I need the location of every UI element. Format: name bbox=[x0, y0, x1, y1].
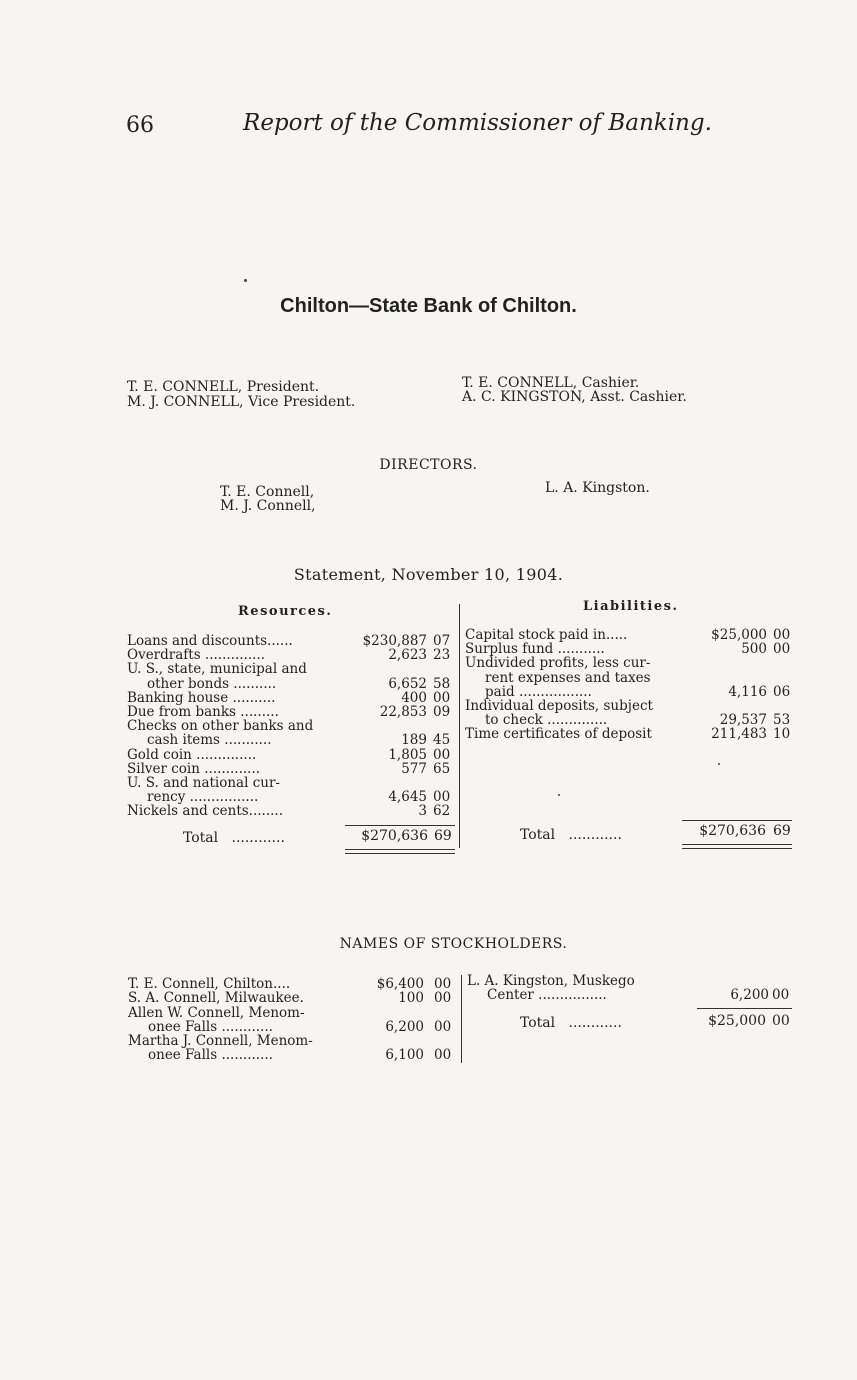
ledger-row bbox=[127, 705, 457, 719]
ledger-cents: 45 bbox=[433, 733, 451, 748]
stockholders-sum-rule bbox=[697, 1008, 792, 1009]
ledger-label: Due from banks ......... bbox=[127, 704, 279, 720]
ledger-cents: 10 bbox=[773, 727, 791, 742]
ledger-label: Time certificates of deposit bbox=[465, 727, 652, 742]
ledger-label: rent expenses and taxes bbox=[485, 670, 651, 685]
ledger-label: to check .............. bbox=[485, 713, 608, 728]
ledger-row bbox=[127, 790, 457, 804]
liabilities-total-dollars: $270,636 bbox=[699, 823, 766, 839]
ledger-row bbox=[127, 648, 457, 662]
ledger-cents: 09 bbox=[433, 704, 451, 720]
ledger-cents: 00 bbox=[433, 747, 451, 762]
ledger-label: Banking house .......... bbox=[127, 690, 276, 705]
ledger-label: U. S., state, municipal and bbox=[127, 662, 307, 677]
ledger-label: Martha J. Connell, Menom- bbox=[128, 1034, 313, 1049]
stockholders-right-table bbox=[467, 974, 797, 1003]
ledger-row bbox=[127, 776, 457, 790]
ledger-label: cash items ........... bbox=[147, 733, 272, 748]
total-label: Total bbox=[183, 830, 219, 846]
director-name: M. J. Connell, bbox=[220, 498, 316, 514]
ledger-dollars: 100 bbox=[398, 991, 424, 1006]
total-label: Total bbox=[520, 827, 556, 843]
ledger-label: Capital stock paid in..... bbox=[465, 628, 628, 643]
page-number: 66 bbox=[126, 113, 154, 138]
ledger-label: Individual deposits, subject bbox=[465, 698, 653, 714]
total-dots: ............ bbox=[568, 1015, 622, 1031]
column-divider bbox=[459, 604, 460, 848]
ledger-row bbox=[465, 727, 795, 741]
ledger-label: L. A. Kingston, Muskego bbox=[467, 974, 635, 989]
ledger-row bbox=[128, 1034, 458, 1048]
bank-title: Chilton—State Bank of Chilton. bbox=[280, 295, 577, 317]
ledger-cents: 65 bbox=[433, 761, 451, 776]
ledger-row bbox=[127, 677, 457, 691]
ledger-cents: 62 bbox=[433, 804, 451, 819]
running-title: Report of the Commissioner of Banking. bbox=[243, 110, 712, 136]
ledger-row bbox=[465, 656, 795, 670]
ledger-cents: 00 bbox=[773, 642, 791, 657]
ledger-label: onee Falls ............ bbox=[148, 1019, 273, 1035]
ledger-label: Overdrafts .............. bbox=[127, 648, 265, 663]
officer-president: T. E. CONNELL, President. bbox=[127, 379, 320, 395]
stockholders-left-table bbox=[128, 977, 458, 1063]
liabilities-heading: Liabilities. bbox=[583, 599, 679, 614]
ledger-label: S. A. Connell, Milwaukee. bbox=[128, 991, 304, 1006]
ledger-dollars: 4,645 bbox=[388, 790, 427, 805]
liabilities-total-cents: 69 bbox=[773, 823, 791, 839]
resources-total-cents: 69 bbox=[434, 828, 452, 844]
ledger-dollars: 577 bbox=[401, 761, 427, 776]
print-speck bbox=[244, 279, 247, 282]
ledger-label: Allen W. Connell, Menom- bbox=[128, 1005, 305, 1020]
stockholders-total-dollars: $25,000 bbox=[708, 1013, 766, 1029]
stockholders-divider bbox=[461, 975, 462, 1063]
total-dots: ............ bbox=[568, 827, 622, 843]
ledger-row bbox=[128, 1048, 458, 1062]
print-speck bbox=[718, 763, 720, 765]
print-speck bbox=[558, 794, 560, 796]
ledger-label: other bonds .......... bbox=[147, 676, 277, 691]
ledger-dollars: 1,805 bbox=[388, 747, 427, 762]
ledger-cents: 00 bbox=[773, 628, 791, 643]
ledger-dollars: 6,200 bbox=[730, 988, 769, 1003]
directors-heading: DIRECTORS. bbox=[379, 457, 478, 473]
ledger-dollars: $230,887 bbox=[362, 634, 427, 649]
ledger-dollars: $25,000 bbox=[711, 628, 767, 643]
ledger-cents: 07 bbox=[433, 634, 451, 649]
ledger-cents: 00 bbox=[434, 991, 452, 1006]
resources-heading: Resources. bbox=[238, 604, 333, 619]
officer-cashier: T. E. CONNELL, Cashier. bbox=[462, 375, 640, 391]
liabilities-double-rule bbox=[682, 844, 792, 849]
liabilities-sum-rule bbox=[682, 820, 792, 821]
ledger-row bbox=[127, 662, 457, 676]
officer-asst-cashier: A. C. KINGSTON, Asst. Cashier. bbox=[462, 389, 687, 405]
statement-title: Statement, November 10, 1904. bbox=[293, 565, 564, 584]
stockholders-total-cents: 00 bbox=[772, 1013, 790, 1029]
ledger-cents: 00 bbox=[434, 1048, 452, 1063]
ledger-label: T. E. Connell, Chilton.... bbox=[128, 977, 291, 992]
ledger-row bbox=[127, 748, 457, 762]
total-dots: ............ bbox=[231, 830, 285, 846]
resources-table bbox=[127, 634, 457, 818]
ledger-cents: 00 bbox=[433, 690, 451, 705]
ledger-dollars: $6,400 bbox=[376, 977, 424, 992]
director-name: T. E. Connell, bbox=[220, 484, 315, 500]
ledger-label: onee Falls ............ bbox=[148, 1048, 273, 1063]
ledger-cents: 53 bbox=[773, 713, 791, 728]
ledger-label: Gold coin .............. bbox=[127, 747, 257, 762]
liabilities-total-label bbox=[520, 827, 622, 843]
ledger-dollars: 211,483 bbox=[711, 727, 767, 742]
ledger-label: Silver coin ............. bbox=[127, 761, 261, 776]
ledger-row bbox=[467, 974, 797, 988]
officer-vice-president: M. J. CONNELL, Vice President. bbox=[127, 394, 356, 410]
ledger-row bbox=[465, 699, 795, 713]
ledger-cents: 00 bbox=[434, 1019, 452, 1035]
ledger-label: Surplus fund ........... bbox=[465, 642, 605, 657]
ledger-dollars: 29,537 bbox=[719, 713, 767, 728]
ledger-row bbox=[128, 1006, 458, 1020]
resources-total-label bbox=[183, 830, 285, 846]
ledger-label: Loans and discounts...... bbox=[127, 634, 293, 649]
ledger-dollars: 6,200 bbox=[385, 1019, 424, 1035]
ledger-row bbox=[128, 1020, 458, 1034]
ledger-label: U. S. and national cur- bbox=[127, 775, 280, 791]
ledger-row bbox=[465, 713, 795, 727]
ledger-label: paid ................. bbox=[485, 684, 592, 699]
liabilities-table bbox=[465, 628, 795, 742]
ledger-row bbox=[465, 628, 795, 642]
ledger-row bbox=[127, 691, 457, 705]
stockholders-heading: NAMES OF STOCKHOLDERS. bbox=[339, 936, 568, 952]
ledger-row bbox=[128, 977, 458, 991]
ledger-row bbox=[127, 762, 457, 776]
ledger-row bbox=[465, 642, 795, 656]
ledger-label: Center ................ bbox=[487, 988, 607, 1003]
ledger-cents: 00 bbox=[434, 977, 452, 992]
ledger-dollars: 6,652 bbox=[388, 676, 427, 691]
ledger-dollars: 400 bbox=[401, 690, 427, 705]
ledger-row bbox=[128, 991, 458, 1005]
ledger-dollars: 22,853 bbox=[379, 704, 427, 720]
ledger-dollars: 189 bbox=[401, 733, 427, 748]
ledger-cents: 23 bbox=[433, 648, 451, 663]
ledger-row bbox=[467, 988, 797, 1002]
ledger-dollars: 3 bbox=[418, 804, 427, 819]
ledger-label: Checks on other banks and bbox=[127, 719, 314, 734]
resources-sum-rule bbox=[345, 825, 455, 826]
ledger-dollars: 4,116 bbox=[728, 684, 767, 699]
total-label: Total bbox=[520, 1015, 556, 1031]
ledger-cents: 00 bbox=[433, 790, 451, 805]
ledger-cents: 58 bbox=[433, 676, 451, 691]
ledger-label: Undivided profits, less cur- bbox=[465, 656, 651, 671]
ledger-label: Nickels and cents........ bbox=[127, 804, 284, 819]
ledger-label: rency ................ bbox=[147, 790, 259, 805]
ledger-row bbox=[127, 733, 457, 747]
ledger-row bbox=[127, 719, 457, 733]
director-name: L. A. Kingston. bbox=[545, 480, 650, 496]
ledger-dollars: 2,623 bbox=[388, 648, 427, 663]
stockholders-total-label bbox=[520, 1015, 622, 1031]
ledger-cents: 00 bbox=[772, 988, 790, 1003]
ledger-cents: 06 bbox=[773, 684, 791, 699]
ledger-row bbox=[465, 671, 795, 685]
resources-total-dollars: $270,636 bbox=[361, 828, 428, 844]
ledger-row bbox=[465, 685, 795, 699]
ledger-dollars: 6,100 bbox=[385, 1048, 424, 1063]
ledger-row bbox=[127, 634, 457, 648]
resources-double-rule bbox=[345, 849, 455, 854]
ledger-row bbox=[127, 804, 457, 818]
ledger-dollars: 500 bbox=[741, 642, 767, 657]
